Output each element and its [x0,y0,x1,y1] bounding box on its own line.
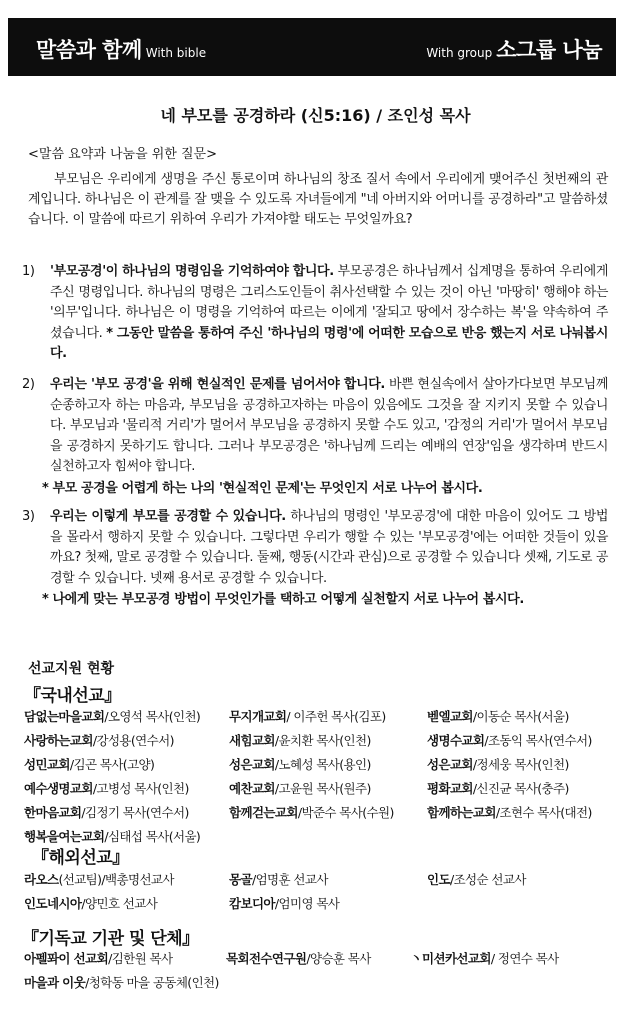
header-banner [8,18,616,76]
list-item [427,731,592,749]
org-name: 성은교회 [427,757,473,772]
org-detail: /엄미영 목사 [274,896,340,911]
question-body [50,262,608,365]
org-name: 인도네시아 [24,896,82,911]
org-name: 라오스 [24,872,59,887]
list-item [229,779,371,797]
question-3 [22,507,608,611]
question-lead: 우리는 '부모 공경'을 위해 현실적인 문제를 넘어서야 합니다. [50,377,385,392]
org-name: 한마음교회 [24,805,82,820]
question-lead: '부모공경'이 하나님의 명령임을 기억하여야 합니다. [50,264,334,279]
list-item [427,803,592,821]
org-detail: /조성순 선교사 [449,872,526,887]
list-row [24,894,614,918]
org-name: 담없는마을교회 [24,709,105,724]
list-row [24,949,614,973]
org-detail: /청학동 마을 공동체(인천) [85,975,219,990]
domestic-missions-list [24,707,614,851]
org-name: 생명수교회 [427,733,485,748]
list-item [422,949,559,967]
org-name: 예수생명교회 [24,781,93,796]
org-name: 몽골 [229,872,252,887]
list-item [24,779,189,797]
list-item [24,894,157,912]
org-name: 함께걷는교회 [229,805,298,820]
org-name: 성은교회 [229,757,275,772]
org-detail: /오영석 목사(인천) [104,709,201,724]
sermon-title: 네 부모를 공경하라 (신5:16) / 조인성 목사 [160,106,471,125]
org-detail: /신진균 목사(충주) [472,781,569,796]
list-row [24,731,614,755]
overseas-missions-list [24,870,614,918]
header-right-korean: 소그룹 나눔 [496,38,602,62]
org-name: 목회전수연구원 [226,951,307,966]
header-right [422,34,602,64]
list-item [427,870,526,888]
org-detail: /김곤 목사(고양) [69,757,155,772]
list-item [226,949,371,967]
org-name: 함께하는교회 [427,805,496,820]
org-name: 사랑하는교회 [24,733,93,748]
org-detail: /윤치환 목사(인천) [274,733,371,748]
list-row [24,870,614,894]
org-name: 행복을여는교회 [24,829,105,844]
question-body [50,507,608,589]
org-name: 새힘교회 [229,733,275,748]
list-item [24,870,174,888]
list-row [24,803,614,827]
question-2 [22,375,608,499]
list-item [229,707,386,725]
org-detail: /김정기 목사(연수서) [81,805,189,820]
org-name: 미션카선교회 [422,951,491,966]
section-subtitle: <말씀 요약과 나눔을 위한 질문> [28,147,218,162]
list-row [24,755,614,779]
org-detail: /양승훈 목사 [306,951,371,966]
org-detail: /고윤원 목사(원주) [274,781,371,796]
intro-paragraph: 부모님은 우리에게 생명을 주신 통로이며 하나님의 창조 질서 속에서 우리에게 맺어주신 첫번째의 관계입니다. 하나님은 이 관계를 잘 맺을 수 있도록 자녀들에게 "네 아버지와 어머니를 공경하라"고 말씀하셨습니다. 이 말씀에 따르기 위하여 우리가 가져야할 태도는 무엇일까요? [28,172,608,227]
org-name: 평화교회 [427,781,473,796]
list-item [24,973,219,991]
list-row [24,779,614,803]
list-item [229,894,339,912]
org-detail: /강성용(연수서) [92,733,174,748]
org-detail: /정세웅 목사(인천) [472,757,569,772]
question-text: 부모공경은 하나님께서 십계명을 통하여 우리에게 주신 명령입니다. 하나님의 명령은 그리스도인들이 취사선택할 수 있는 것이 아닌 '마땅히' 행해야 하는 '의무'입니다. 하나님은 이 명령을 기억하여 따르는 이에게 '잘되고 땅에서 장수하는 복'을 약속하여 주셨습니다. [50,264,608,341]
list-item [229,731,371,749]
list-row [24,707,614,731]
list-item [427,755,569,773]
question-number: 1) [22,264,35,279]
org-detail: /심태섭 목사(서울) [104,829,201,844]
org-detail: /조동익 목사(연수서) [484,733,592,748]
header-left [36,34,210,64]
org-detail: / 정연수 목사 [490,951,559,966]
list-item [24,803,189,821]
org-detail: /고병성 목사(인천) [92,781,189,796]
domestic-missions-label: 『국내선교』 [24,686,121,706]
list-item [24,707,200,725]
list-item [427,707,569,725]
missions-heading: 선교지원 현황 [28,661,115,677]
question-1 [22,262,608,365]
list-item [229,803,394,821]
org-name: 아펠퐈이 선교회 [24,951,109,966]
question-text: 하나님의 명령인 '부모공경'에 대한 마음이 있어도 그 방법을 몰라서 행하지 못할 수 있습니다. 그렇다면 우리가 행할 수 있는 '부모공경'에는 어떠한 것들이 있을까요? 첫째, 말로 공경할 수 있습니다. 둘째, 행동(시간과 관심)으로 공경할 수 있습니다 셋째, 기도로 공경할 수 있습니다. 넷째 용서로 공경할 수 있습니다. [50,509,609,586]
org-name: 인도 [427,872,450,887]
list-item [24,755,154,773]
org-detail: /이동순 목사(서울) [472,709,569,724]
org-name: 예찬교회 [229,781,275,796]
header-left-english: With bible [145,46,207,60]
list-row [24,973,614,997]
org-detail: /엄명훈 선교사 [251,872,328,887]
org-detail: / 이주헌 목사(김포) [286,709,386,724]
organizations-list [24,949,614,997]
question-discussion: * 그동안 말씀을 통하여 주신 '하나님의 명령'에 어떠한 모습으로 반응 했는지 서로 나눠봅시다. [50,325,608,361]
org-name: 무지개교회 [229,709,287,724]
list-item [24,731,174,749]
question-number: 3) [22,509,35,524]
header-left-korean: 말씀과 함께 [36,38,142,62]
stray-mark: 丶 [410,951,422,966]
org-detail: /김한원 목사 [108,951,173,966]
org-name: 캄보디아 [229,896,275,911]
list-item [427,779,569,797]
list-item [229,755,371,773]
question-body [50,375,608,478]
org-name: 성민교회 [24,757,70,772]
organizations-label: 『기독교 기관 및 단체』 [22,929,199,949]
question-discussion: * 나에게 맞는 부모공경 방법이 무엇인가를 택하고 어떻게 실천할지 서로 나누어 봅시다. [42,592,524,607]
list-item [24,949,172,967]
question-text: 바쁜 현실속에서 살아가다보면 부모님께 순종하고자 하는 마음과, 부모님을 공경하고자하는 마음이 있음에도 그것을 잘 지키지 못할 수 있습니다. 부모님과 '물리적 거리'가 멀어서 부모님을 공경하지 못할 수도 있고, '감정의 거리'가 멀어서 부모님을 공경하지 못하기도 합니다. 그러나 부모공경은 '하나님께 드리는 예배의 연장'임을 생각하며 반드시 실천하고자 힘써야 합니다. [50,377,608,474]
org-detail: (선교팀)/백총명선교사 [58,872,174,887]
org-name: 마을과 이웃 [24,975,86,990]
list-item [229,870,328,888]
overseas-missions-label: 『해외선교』 [32,848,129,868]
question-lead: 우리는 이렇게 부모를 공경할 수 있습니다. [50,509,286,524]
org-detail: /박준수 목사(수원) [297,805,394,820]
org-name: 벧엘교회 [427,709,473,724]
question-number: 2) [22,377,35,392]
org-detail: /노혜성 목사(용인) [274,757,371,772]
header-right-english: With group [426,46,493,60]
org-detail: /양민호 선교사 [81,896,158,911]
question-discussion: * 부모 공경을 어렵게 하는 나의 '현실적인 문제'는 무엇인지 서로 나누어 봅시다. [42,480,483,496]
org-detail: /조현수 목사(대전) [495,805,592,820]
